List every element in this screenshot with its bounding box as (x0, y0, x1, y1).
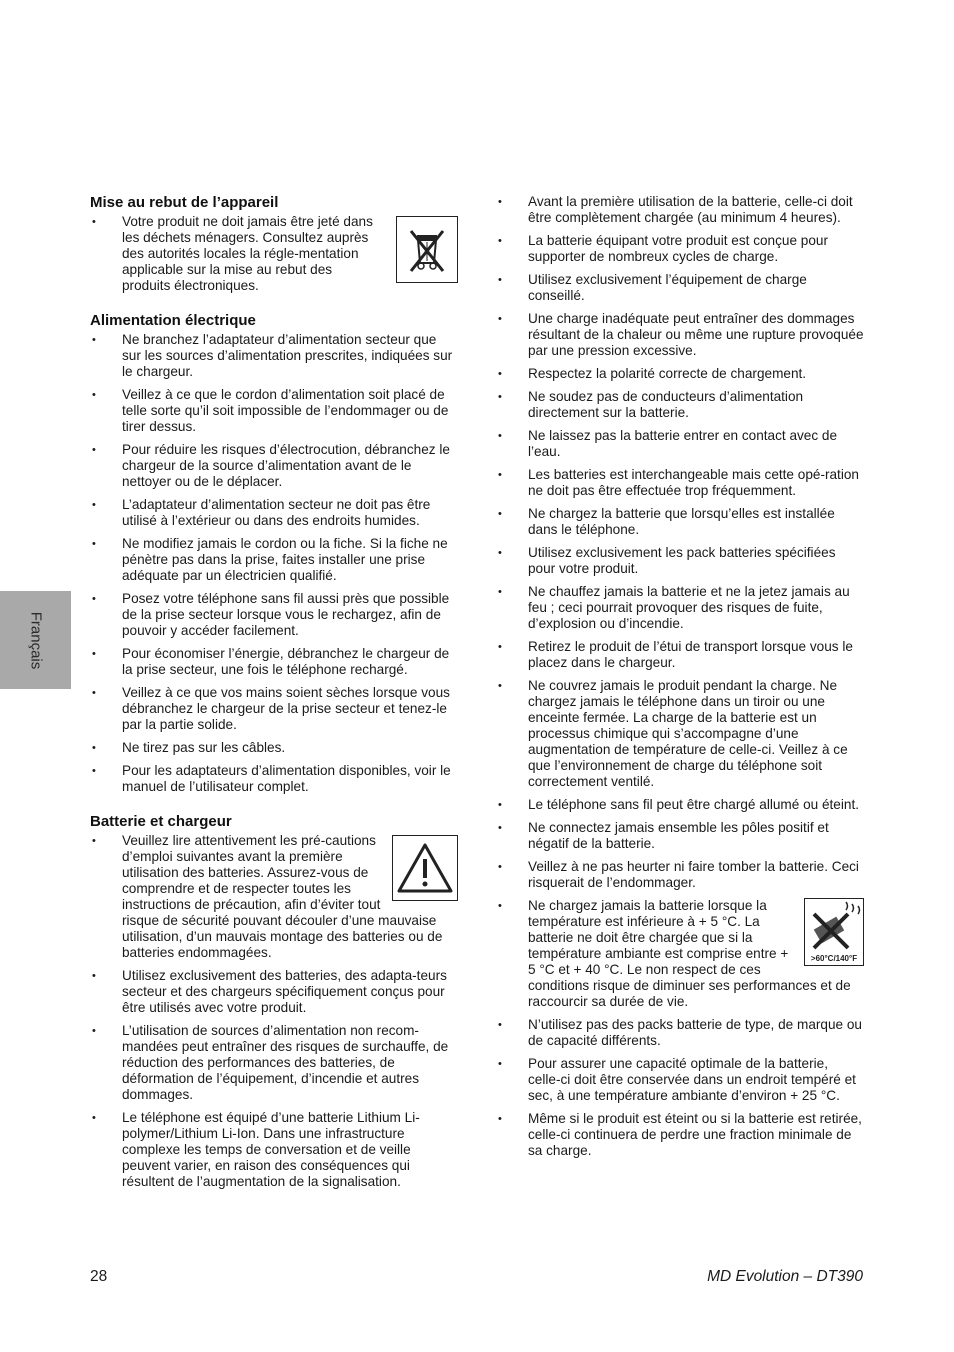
list-item: • Pour les adaptateurs d’alimentation disponibles, voir le manuel de l’utilisateur complet. (90, 763, 458, 795)
footer-product-title: MD Evolution – DT390 (707, 1268, 863, 1285)
list-item: • Utilisez exclusivement les pack batteries spécifiées pour votre produit. (496, 545, 864, 577)
list-item: • Utilisez exclusivement l’équipement de charge conseillé. (496, 272, 864, 304)
list-item: • Une charge inadéquate peut entraîner des dommages résultant de la chaleur ou même une rupture provoquée par une pression excessive. (496, 311, 864, 359)
list-item: • Veillez à ne pas heurter ni faire tomber la batterie. Ceci risquerait de l’endommager. (496, 859, 864, 891)
list-item: • Le téléphone sans fil peut être chargé allumé ou éteint. (496, 797, 864, 813)
list-item: • Avant la première utilisation de la batterie, celle-ci doit être complètement chargée (au minimum 4 heures). (496, 194, 864, 226)
left-column (90, 194, 458, 1208)
section-power-supply (90, 312, 458, 795)
right-column (496, 194, 864, 1166)
language-tab-label: Français (27, 611, 44, 669)
list-item: • Ne laissez pas la batterie entrer en contact avec de l’eau. (496, 428, 864, 460)
list-item: • La batterie équipant votre produit est conçue pour supporter de nombreux cycles de charge. (496, 233, 864, 265)
list-item: • Posez votre téléphone sans fil aussi près que possible de la prise secteur lorsque vous le rechargez, afin de pouvoir y accéder facilement. (90, 591, 458, 639)
list-item: • Ne tirez pas sur les câbles. (90, 740, 458, 756)
warning-triangle-icon (392, 835, 458, 901)
list-item: • Veuillez lire attentivement les pré-cautions d’emploi suivantes avant la première utilisation des batteries. Assurez-vous de comprendre et de respecter toutes les instructions de précaution, afin d’éviter tout risque de sécurité pouvant découler d’une mauvaise utilisation, d’un mauvais montage des batteries ou de batteries endommagées. (90, 833, 458, 961)
list-item: • N’utilisez pas des packs batterie de type, de marque ou de capacité différents. (496, 1017, 864, 1049)
section-title: Mise au rebut de l’appareil (90, 194, 279, 211)
list-item: • Votre produit ne doit jamais être jeté dans les déchets ménagers. Consultez auprès des autorités locales la régle-mentation applicable sur la mise au rebut des produits électroniques. (90, 214, 458, 294)
list-item: • Utilisez exclusivement des batteries, des adapta-teurs secteur et des chargeurs spécifiquement conçus pour être utilisés avec votre produit. (90, 968, 458, 1016)
list-item: • Ne soudez pas de conducteurs d’alimentation directement sur la batterie. (496, 389, 864, 421)
section-disposal (90, 194, 458, 294)
list-item: • Ne connectez jamais ensemble les pôles positif et négatif de la batterie. (496, 820, 864, 852)
list-item: • Respectez la polarité correcte de chargement. (496, 366, 864, 382)
list-item: • Ne chauffez jamais la batterie et ne la jetez jamais au feu ; ceci pourrait provoquer des risques de fuite, d’explosion ou d’incendie. (496, 584, 864, 632)
list-item: • Les batteries est interchangeable mais cette opé-ration ne doit pas être effectuée trop fréquemment. (496, 467, 864, 499)
no-heat-battery-icon (804, 898, 864, 966)
list-item: • Pour économiser l’énergie, débranchez le chargeur de la prise secteur, une fois le téléphone rechargé. (90, 646, 458, 678)
list-item: • >60°C/140°F Ne chargez jamais la batterie lorsque la température est inférieure à + 5 °C. La batterie ne doit être chargée que si la température ambiante est comprise entre + 5 °C et + 40 °C. Le non respect de ces conditions risque de diminuer ses performances et de raccourcir sa durée de vie. (496, 898, 864, 1010)
section-title: Alimentation électrique (90, 312, 256, 329)
language-tab (0, 591, 71, 689)
list-item: • Le téléphone est équipé d’une batterie Lithium Li-polymer/Lithium Li-Ion. Dans une infrastructure complexe les temps de conversation et de veille peuvent varier, en raison des conséquences qui résultent de l’augmentation de la signalisation. (90, 1110, 458, 1190)
list-item: • Ne modifiez jamais le cordon ou la fiche. Si la fiche ne pénètre pas dans la prise, faites installer une prise adéquate par un électricien qualifié. (90, 536, 458, 584)
list-item: • Pour réduire les risques d’électrocution, débranchez le chargeur de la source d’alimentation avant de le nettoyer ou de le déplacer. (90, 442, 458, 490)
list-item: • Pour assurer une capacité optimale de la batterie, celle-ci doit être conservée dans un endroit tempéré et sec, à une température ambiante d’environ + 25 °C. (496, 1056, 864, 1104)
list-item: • Même si le produit est éteint ou si la batterie est retirée, celle-ci continuera de perdre une fraction minimale de sa charge. (496, 1111, 864, 1159)
list-item: • Veillez à ce que le cordon d’alimentation soit placé de telle sorte qu’il soit impossible de l’endommager ou de tirer dessus. (90, 387, 458, 435)
list-item: • Ne couvrez jamais le produit pendant la charge. Ne chargez jamais le téléphone dans un tiroir ou une enceinte fermée. La charge de la batterie est un processus chimique qui s’accompagne d’une augmentation de température de celle-ci. Veillez à ce que l’environnement de charge du téléphone soit correctement ventilé. (496, 678, 864, 790)
list-item: • L’utilisation de sources d’alimentation non recom-mandées peut entraîner des risques de surchauffe, de réduction des performances des batteries, de déformation de l’équipement, d’incendie et autres dommages. (90, 1023, 458, 1103)
list-item: • L’adaptateur d’alimentation secteur ne doit pas être utilisé à l’extérieur ou dans des endroits humides. (90, 497, 458, 529)
page-number: 28 (90, 1268, 108, 1285)
list-item: • Ne chargez la batterie que lorsqu’elles est installée dans le téléphone. (496, 506, 864, 538)
list-item: • Ne branchez l’adaptateur d’alimentation secteur que sur les sources d’alimentation prescrites, indiquées sur le chargeur. (90, 332, 458, 380)
list-item: • Veillez à ce que vos mains soient sèches lorsque vous débranchez le chargeur de la prise secteur et tenez-le par la partie solide. (90, 685, 458, 733)
weee-bin-icon (396, 216, 458, 283)
section-battery-charger (90, 813, 458, 1190)
list-item: • Retirez le produit de l’étui de transport lorsque vous le placez dans le chargeur. (496, 639, 864, 671)
section-title: Batterie et chargeur (90, 813, 232, 830)
temp-icon-label: • >60°C/140°F (810, 954, 858, 963)
